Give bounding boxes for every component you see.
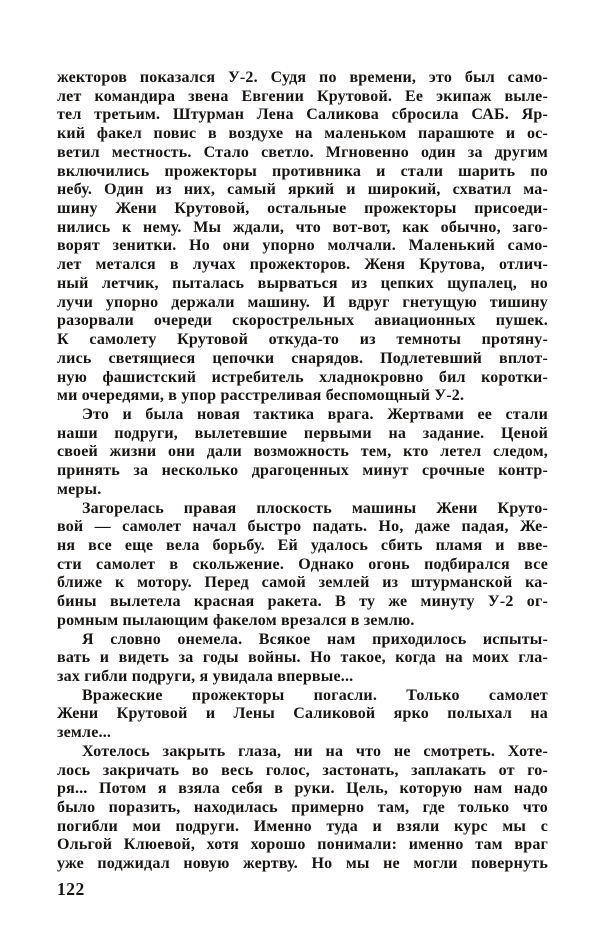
text-line: ворят зенитки. Но они упорно молчали. Маленький само- xyxy=(57,237,548,255)
text-line: ный летчик, пыталась вырваться из цепких щупалец, но xyxy=(57,274,548,292)
text-line: вать и видеть за годы войны. Но такое, когда на моих гла- xyxy=(57,649,548,667)
text-line: своей жизни они дали возможность тем, кто летел следом, xyxy=(57,443,548,461)
text-line: лись светящиеся цепочки снарядов. Подлетевший вплот- xyxy=(57,349,548,367)
text-line: Я словно онемела. Всякое нам приходилось испыты- xyxy=(82,630,548,648)
paragraph xyxy=(57,69,548,406)
text-line: ветил местность. Стало светло. Мгновенно один за другим xyxy=(57,143,548,161)
text-line: принять за несколько драгоценных минут срочные контр- xyxy=(57,462,548,480)
text-line: меры. xyxy=(57,480,102,498)
text-line: ромным пылающим факелом врезался в землю. xyxy=(57,611,415,629)
text-line: нились к нему. Мы ждали, что вот-вот, как обычно, заго- xyxy=(57,218,548,236)
paragraph xyxy=(57,631,548,687)
text-line: погибли мои подруги. Именно туда и взяли курс мы с xyxy=(57,817,548,835)
body-text xyxy=(57,69,548,874)
text-line: Ольгой Клюевой, хотя хорошо понимали: именно там враг xyxy=(57,836,548,854)
text-line: К самолету Крутовой откуда-то из темноты протяну- xyxy=(57,331,548,349)
text-line: уже поджидал новую жертву. Но мы не могли повернуть xyxy=(57,855,548,873)
paragraph xyxy=(57,743,548,874)
text-line: Вражеские прожекторы погасли. Только самолет xyxy=(82,686,548,704)
text-line: лет командира звена Евгении Крутовой. Ее экипаж выле- xyxy=(57,87,548,105)
text-line: Хотелось закрыть глаза, ни на что не смотреть. Хоте- xyxy=(82,742,548,760)
text-line: сти самолет в скольжение. Однако огонь подбирался все xyxy=(57,555,548,573)
text-line: ря... Потом я взяла себя в руки. Цель, которую нам надо xyxy=(57,780,548,798)
text-line: лучи упорно держали машину. И вдруг гнетущую тишину xyxy=(57,293,548,311)
text-line: небу. Один из них, самый яркий и широкий, схватил ма- xyxy=(57,181,548,199)
text-line: наши подруги, вылетевшие первыми на задание. Ценой xyxy=(57,424,548,442)
paragraph xyxy=(57,687,548,743)
paragraph xyxy=(57,406,548,500)
text-line: тел третьим. Штурман Лена Саликова сбросила САБ. Яр- xyxy=(57,106,548,124)
text-line: ня все еще вела борьбу. Ей удалось сбить пламя и вве- xyxy=(57,536,548,554)
text-line: лет метался в лучах прожекторов. Женя Крутова, отлич- xyxy=(57,256,548,274)
text-line: было поразить, находилась примерно там, где только что xyxy=(57,799,548,817)
paragraph xyxy=(57,500,548,631)
text-line: вой — самолет начал быстро падать. Но, даже падая, Же- xyxy=(57,518,548,536)
text-line: жекторов показался У-2. Судя по времени, это был само- xyxy=(57,69,548,86)
text-line: земле... xyxy=(57,724,112,742)
text-line: включились прожекторы противника и стали шарить по xyxy=(57,162,548,180)
text-line: Это и была новая тактика врага. Жертвами ее стали xyxy=(82,405,548,423)
text-line: шину Жени Крутовой, остальные прожекторы присоеди- xyxy=(57,200,548,218)
text-line: лось закричать во весь голос, застонать, заплакать от го- xyxy=(57,761,548,779)
text-line: Жени Крутовой и Лены Саликовой ярко полыхал на xyxy=(57,705,548,723)
text-line: зах гибли подруги, я увидала впервые... xyxy=(57,668,354,685)
page-number: 122 xyxy=(57,879,85,899)
text-line: ную фашистский истребитель хладнокровно бил коротки- xyxy=(57,368,548,386)
text-line: Загорелась правая плоскость машины Жени Круто- xyxy=(82,499,548,517)
text-line: ми очередями, в упор расстреливая беспомощный У-2. xyxy=(57,387,465,405)
text-line: кий факел повис в воздухе на маленьком парашюте и ос- xyxy=(57,125,548,143)
text-line: разорвали очереди скорострельных авиационных пушек. xyxy=(57,312,548,330)
text-line: ближе к мотору. Перед самой землей из штурманской ка- xyxy=(57,574,548,592)
text-line: бины вылетела красная ракета. В ту же минуту У-2 ог- xyxy=(57,593,548,611)
